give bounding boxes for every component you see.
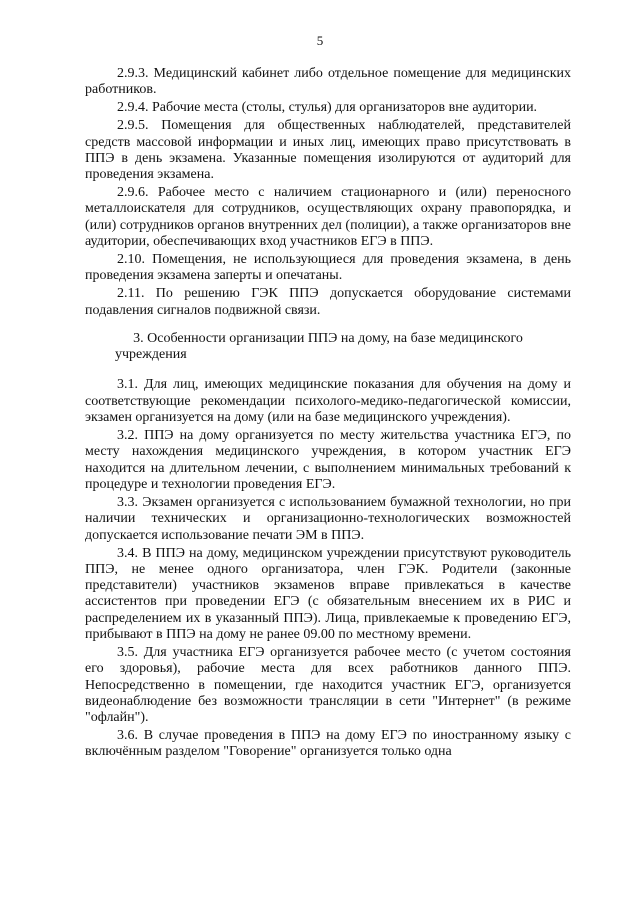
section-heading: 3. Особенности организации ППЭ на дому, на базе медицинского учреждения	[115, 330, 523, 363]
paragraph-2-9-3: 2.9.3. Медицинский кабинет либо отдельное помещение для медицинских работников.	[85, 66, 571, 98]
paragraph-2-9-5: 2.9.5. Помещения для общественных наблюдателей, представителей средств массовой информации и иных лиц, имеющих право присутствовать в ППЭ в день экзамена. Указанные помещения изолируются от аудиторий для проведения экзамена.	[85, 118, 571, 183]
paragraph-2-10: 2.10. Помещения, не использующиеся для проведения экзамена, в день проведения экзамена заперты и опечатаны.	[85, 252, 571, 284]
document-body	[85, 66, 571, 762]
page-number: 5	[316, 33, 324, 48]
paragraph-3-2: 3.2. ППЭ на дому организуется по месту жительства участника ЕГЭ, по месту нахождения медицинского учреждения, в котором участник ЕГЭ находится на длительном лечении, с выполнением минимальных требований к процедуре и технологии проведения ЕГЭ.	[85, 428, 571, 492]
paragraph-3-5: 3.5. Для участника ЕГЭ организуется рабочее место (с учетом состояния его здоровья), рабочие места для всех работников данного ППЭ. Непосредственно в помещении, где находится участник ЕГЭ, организуется видеонаблюдение без возможности трансляции в сети "Интернет" (в режиме "офлайн").	[85, 644, 571, 726]
paragraph-3-4: 3.4. В ППЭ на дому, медицинском учреждении присутствуют руководитель ППЭ, не менее одного организатора, член ГЭК. Родители (законные представители) участников экзаменов вправе привлекаться в качестве ассистентов при проведении ЕГЭ (с обязательным внесением их в РИС и распределением их в указанный ППЭ). Лица, привлекаемые к проведению ЕГЭ, прибывают в ППЭ на дому не ранее 09.00 по местному времени.	[85, 545, 571, 642]
paragraph-3-1: 3.1. Для лиц, имеющих медицинские показания для обучения на дому и соответствующие рекомендации психолого-медико-педагогической комиссии, экзамен организуется на дому (или на базе медицинского учреждения).	[85, 377, 571, 426]
paragraph-2-9-6: 2.9.6. Рабочее место с наличием стационарного и (или) переносного металлоискателя для сотрудников, осуществляющих охрану правопорядка, и (или) сотрудников органов внутренних дел (полиции), а также организаторов вне аудитории, обеспечивающих вход участников ЕГЭ в ППЭ.	[85, 185, 571, 250]
paragraph-2-9-4: 2.9.4. Рабочие места (столы, стулья) для организаторов вне аудитории.	[117, 100, 538, 116]
paragraph-3-6: 3.6. В случае проведения в ППЭ на дому ЕГЭ по иностранному языку с включённым разделом "Говорение" организуется только одна	[85, 728, 571, 760]
paragraph-2-11: 2.11. По решению ГЭК ППЭ допускается оборудование системами подавления сигналов подвижной связи.	[85, 286, 571, 318]
paragraph-3-3: 3.3. Экзамен организуется с использованием бумажной технологии, но при наличии технических и организационно-технологических возможностей допускается использование печати ЭМ в ППЭ.	[85, 494, 571, 543]
